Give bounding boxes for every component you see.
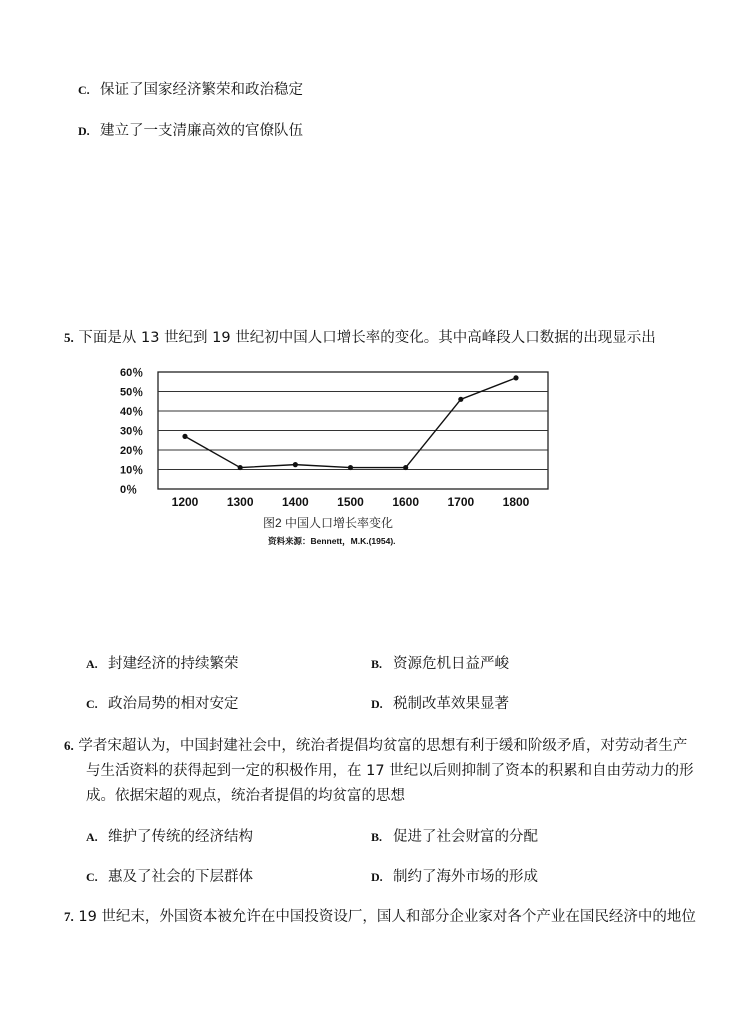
option-c-prev [78, 80, 303, 100]
q5-option-b [371, 654, 509, 674]
chart-svg [118, 362, 558, 552]
y-tick-label: 20％ [120, 445, 144, 457]
question-number: 5. [64, 330, 74, 345]
y-tick-label: 30％ [120, 425, 144, 438]
option-text: 税制改革效果显著 [393, 696, 509, 712]
q5-option-a [86, 654, 239, 674]
option-letter: B. [371, 830, 383, 844]
question-text: 成。依据宋超的观点，统治者提倡的均贫富的思想 [86, 788, 405, 804]
question-5-stem [64, 328, 656, 348]
option-text: 资源危机日益严峻 [393, 656, 509, 672]
data-point [182, 434, 187, 439]
option-text: 政治局势的相对安定 [108, 696, 239, 712]
data-point [403, 465, 408, 470]
option-d-prev [78, 121, 303, 141]
x-tick-label: 1700 [447, 495, 475, 509]
data-point [348, 465, 353, 470]
question-number: 7. [64, 909, 74, 924]
data-point [458, 397, 463, 402]
option-text: 建立了一支清廉高效的官僚队伍 [100, 123, 303, 139]
option-letter: C. [86, 697, 98, 711]
q5-option-c [86, 694, 239, 714]
option-letter: A. [86, 657, 98, 671]
data-point [238, 465, 243, 470]
x-tick-label: 1400 [281, 495, 309, 509]
option-letter: D. [371, 697, 383, 711]
option-text: 惠及了社会的下层群体 [108, 869, 253, 885]
option-letter: D. [78, 124, 90, 138]
x-tick-label: 1300 [226, 495, 254, 509]
population-growth-chart [118, 362, 558, 552]
y-tick-label: 0％ [120, 484, 138, 496]
data-point [293, 462, 298, 467]
y-tick-label: 60％ [120, 367, 144, 379]
question-text: 学者宋超认为，中国封建社会中，统治者提倡均贫富的思想有利于缓和阶级矛盾，对劳动者生产 [78, 738, 688, 754]
option-text: 制约了海外市场的形成 [393, 869, 538, 885]
x-tick-label: 1800 [502, 495, 530, 509]
option-text: 保证了国家经济繁荣和政治稳定 [100, 82, 303, 98]
data-point [513, 375, 518, 380]
y-tick-label: 10％ [120, 464, 144, 477]
question-6-stem-line-1 [64, 736, 687, 756]
chart-title: 图2 中国人口增长率变化 [263, 516, 394, 530]
q6-option-a [86, 827, 253, 847]
q5-option-d [371, 694, 509, 714]
y-tick-label: 40％ [120, 406, 144, 418]
x-tick-label: 1200 [171, 495, 199, 509]
q6-option-d [371, 867, 538, 887]
question-text: 下面是从 13 世纪到 19 世纪初中国人口增长率的变化。其中高峰段人口数据的出现显示出 [78, 330, 656, 346]
q6-option-b [371, 827, 538, 847]
x-tick-label: 1500 [337, 495, 364, 509]
question-6-stem-line-2 [86, 761, 694, 781]
option-text: 封建经济的持续繁荣 [108, 656, 239, 672]
x-tick-label: 1600 [392, 495, 420, 509]
option-letter: D. [371, 870, 383, 884]
question-6-stem-line-3 [86, 786, 405, 806]
q6-option-c [86, 867, 253, 887]
question-text: 19 世纪末，外国资本被允许在中国投资设厂，国人和部分企业家对各个产业在国民经济中的地位 [78, 909, 696, 925]
option-letter: C. [86, 870, 98, 884]
question-number: 6. [64, 738, 74, 753]
option-letter: B. [371, 657, 383, 671]
option-text: 维护了传统的经济结构 [108, 829, 253, 845]
question-7-stem [64, 907, 696, 927]
option-letter: A. [86, 830, 98, 844]
option-text: 促进了社会财富的分配 [393, 829, 538, 845]
y-tick-label: 50％ [120, 386, 144, 399]
chart-source: 资料来源：Bennett，M.K.(1954). [268, 536, 396, 546]
option-letter: C. [78, 83, 90, 97]
question-text: 与生活资料的获得起到一定的积极作用，在 17 世纪以后则抑制了资本的积累和自由劳动力的形 [86, 763, 694, 779]
